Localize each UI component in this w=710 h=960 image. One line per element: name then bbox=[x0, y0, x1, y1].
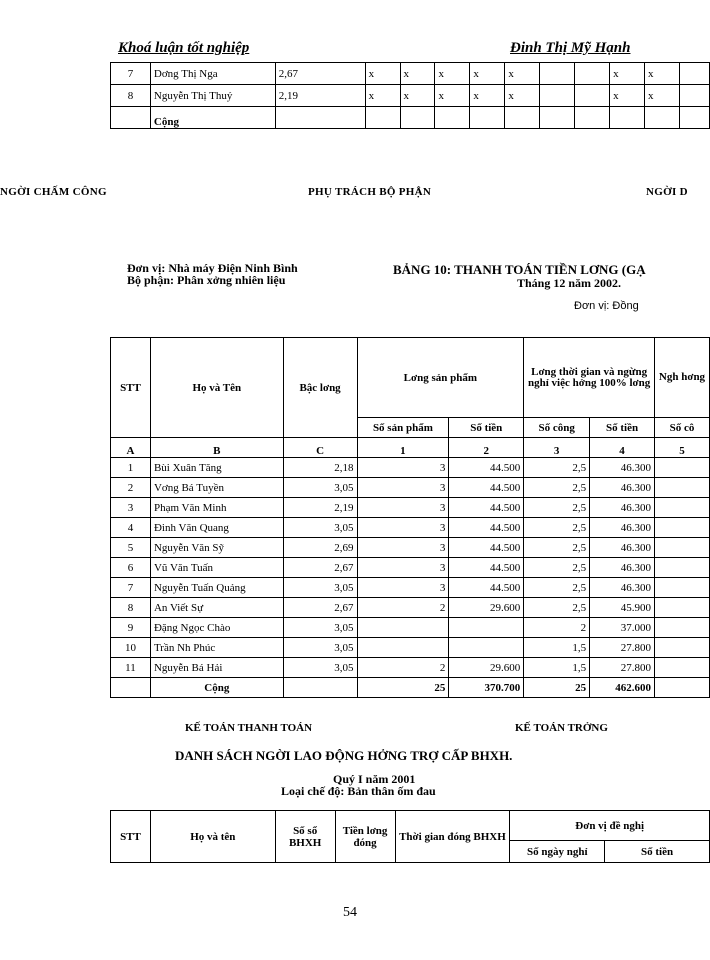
cell-days: 2,5 bbox=[524, 558, 590, 578]
cell-stt: 1 bbox=[111, 458, 151, 478]
col-code: 1 bbox=[357, 438, 449, 458]
row-name: Nguyễn Thị Thuý bbox=[150, 85, 275, 107]
cell-leave bbox=[655, 478, 710, 498]
table-row bbox=[111, 85, 710, 107]
row-mark: x bbox=[435, 85, 470, 107]
cell-stt: 4 bbox=[111, 518, 151, 538]
table-row bbox=[111, 498, 710, 518]
cell-leave bbox=[655, 618, 710, 638]
signature-chief-accountant: KẾ TOÁN TRỞNG bbox=[515, 722, 608, 734]
cell-stt: 3 bbox=[111, 498, 151, 518]
cell-stt: 9 bbox=[111, 618, 151, 638]
cell-days: 2,5 bbox=[524, 458, 590, 478]
row-stt: 8 bbox=[111, 85, 151, 107]
total-cell bbox=[111, 107, 151, 129]
col-grade: Bậc lơng bbox=[283, 338, 357, 438]
col-stt: STT bbox=[111, 338, 151, 438]
cell-grade: 3,05 bbox=[283, 478, 357, 498]
cell-amt2: 37.000 bbox=[590, 618, 655, 638]
cell-leave bbox=[655, 658, 710, 678]
cell-name: Phạm Văn Minh bbox=[150, 498, 283, 518]
cell-stt: 2 bbox=[111, 478, 151, 498]
col-amount: Số tiền bbox=[605, 841, 710, 863]
cell-days: 2 bbox=[524, 618, 590, 638]
cell-amt2: 27.800 bbox=[590, 658, 655, 678]
cell-days: 1,5 bbox=[524, 638, 590, 658]
cell-stt: 11 bbox=[111, 658, 151, 678]
table-row bbox=[111, 63, 710, 85]
cell-amt: 44.500 bbox=[449, 558, 524, 578]
cell-amt: 44.500 bbox=[449, 478, 524, 498]
row-mark: x bbox=[645, 63, 680, 85]
row-mark: x bbox=[610, 85, 645, 107]
cell-leave bbox=[655, 538, 710, 558]
row-extra bbox=[679, 63, 709, 85]
cell-amt2: 46.300 bbox=[590, 578, 655, 598]
cell-amt: 44.500 bbox=[449, 518, 524, 538]
row-grade: 2,67 bbox=[275, 63, 365, 85]
payroll-table bbox=[110, 337, 710, 698]
cell-leave bbox=[655, 578, 710, 598]
total-empty bbox=[655, 678, 710, 698]
cell-qty bbox=[357, 618, 449, 638]
cell-leave bbox=[655, 598, 710, 618]
total-cell bbox=[575, 107, 610, 129]
cell-name: Trần Nh Phúc bbox=[150, 638, 283, 658]
cell-grade: 2,67 bbox=[283, 598, 357, 618]
cell-qty: 3 bbox=[357, 538, 449, 558]
cell-leave bbox=[655, 498, 710, 518]
cell-amt: 44.500 bbox=[449, 538, 524, 558]
col-leave: Ngh hơng bbox=[655, 338, 710, 418]
col-unit-proposal: Đơn vị đề nghị bbox=[510, 811, 710, 841]
col-product-pay: Lơng sản phẩm bbox=[357, 338, 524, 418]
cell-amt2: 46.300 bbox=[590, 558, 655, 578]
cell-amt: 44.500 bbox=[449, 458, 524, 478]
cell-grade: 2,69 bbox=[283, 538, 357, 558]
total-cell bbox=[540, 107, 575, 129]
signature-accountant: KẾ TOÁN THANH TOÁN bbox=[185, 722, 313, 734]
total-row bbox=[111, 678, 710, 698]
col-code: A bbox=[111, 438, 151, 458]
cell-days: 2,5 bbox=[524, 478, 590, 498]
total-cell bbox=[435, 107, 470, 129]
header-author: Đinh Thị Mỹ Hạnh bbox=[510, 40, 631, 56]
list-type: Loại chế độ: Bản thân ốm đau bbox=[281, 784, 436, 798]
col-code: 2 bbox=[449, 438, 524, 458]
bhxh-table bbox=[110, 810, 710, 863]
cell-leave bbox=[655, 518, 710, 538]
total-amt2: 462.600 bbox=[590, 678, 655, 698]
cell-amt: 44.500 bbox=[449, 498, 524, 518]
cell-qty: 3 bbox=[357, 518, 449, 538]
row-extra bbox=[679, 85, 709, 107]
col-time-pay: Lơng thời gian và ngừng nghỉ việc hởng 100% lơng bbox=[524, 338, 655, 418]
total-cell bbox=[365, 107, 400, 129]
header-thesis-title: Khoá luận tốt nghiệp bbox=[118, 40, 250, 56]
table-row bbox=[111, 578, 710, 598]
cell-amt2: 46.300 bbox=[590, 478, 655, 498]
attendance-table bbox=[110, 62, 710, 129]
list-title: DANH SÁCH NGỜI LAO ĐỘNG HỞNG TRỢ CẤP BHXH. bbox=[175, 748, 513, 763]
col-amount2: Số tiền bbox=[590, 418, 655, 438]
total-cell bbox=[610, 107, 645, 129]
cell-amt: 29.600 bbox=[449, 598, 524, 618]
cell-days: 2,5 bbox=[524, 518, 590, 538]
cell-days: 1,5 bbox=[524, 658, 590, 678]
cell-days: 2,5 bbox=[524, 538, 590, 558]
cell-stt: 8 bbox=[111, 598, 151, 618]
cell-qty: 3 bbox=[357, 578, 449, 598]
total-empty bbox=[111, 678, 151, 698]
table-row bbox=[111, 658, 710, 678]
cell-name: Đặng Ngọc Chào bbox=[150, 618, 283, 638]
col-days: Số công bbox=[524, 418, 590, 438]
col-qty: Số sản phẩm bbox=[357, 418, 449, 438]
cell-grade: 3,05 bbox=[283, 618, 357, 638]
cell-leave bbox=[655, 558, 710, 578]
cell-grade: 3,05 bbox=[283, 658, 357, 678]
col-code: 3 bbox=[524, 438, 590, 458]
cell-amt: 29.600 bbox=[449, 658, 524, 678]
cell-name: Bùi Xuân Tăng bbox=[150, 458, 283, 478]
cell-amt: 44.500 bbox=[449, 578, 524, 598]
cell-leave bbox=[655, 458, 710, 478]
total-empty bbox=[283, 678, 357, 698]
col-period: Thời gian đóng BHXH bbox=[395, 811, 510, 863]
cell-qty bbox=[357, 638, 449, 658]
table-row bbox=[111, 478, 710, 498]
signature-right: NGỜI D bbox=[646, 186, 688, 198]
row-mark: x bbox=[365, 85, 400, 107]
cell-stt: 10 bbox=[111, 638, 151, 658]
cell-stt: 6 bbox=[111, 558, 151, 578]
row-grade: 2,19 bbox=[275, 85, 365, 107]
col-code: 5 bbox=[655, 438, 710, 458]
row-mark: x bbox=[435, 63, 470, 85]
cell-name: Nguyễn Bá Hải bbox=[150, 658, 283, 678]
row-mark: x bbox=[365, 63, 400, 85]
row-name: Dơng Thị Nga bbox=[150, 63, 275, 85]
total-cell bbox=[679, 107, 709, 129]
col-code: C bbox=[283, 438, 357, 458]
table-row bbox=[111, 538, 710, 558]
list-quarter: Quý I năm 2001 bbox=[333, 772, 416, 786]
cell-qty: 2 bbox=[357, 598, 449, 618]
cell-qty: 3 bbox=[357, 458, 449, 478]
col-days: Số ngày nghỉ bbox=[510, 841, 605, 863]
cell-name: Vũ Văn Tuấn bbox=[150, 558, 283, 578]
table-row bbox=[111, 598, 710, 618]
cell-amt2: 27.800 bbox=[590, 638, 655, 658]
col-name: Họ và tên bbox=[150, 811, 275, 863]
row-mark: x bbox=[610, 63, 645, 85]
total-cell bbox=[645, 107, 680, 129]
total-amt: 370.700 bbox=[449, 678, 524, 698]
cell-amt bbox=[449, 638, 524, 658]
unit-info bbox=[127, 262, 298, 286]
cell-qty: 3 bbox=[357, 558, 449, 578]
department-name: Bộ phận: Phân xởng nhiên liệu bbox=[127, 273, 286, 287]
col-code: B bbox=[150, 438, 283, 458]
col-stt: STT bbox=[111, 811, 151, 863]
col-amount: Số tiền bbox=[449, 418, 524, 438]
table-row bbox=[111, 618, 710, 638]
total-cell: Cộng bbox=[150, 107, 275, 129]
total-cell bbox=[400, 107, 435, 129]
cell-grade: 3,05 bbox=[283, 578, 357, 598]
row-mark bbox=[575, 85, 610, 107]
cell-qty: 3 bbox=[357, 498, 449, 518]
cell-name: An Viết Sự bbox=[150, 598, 283, 618]
cell-days: 2,5 bbox=[524, 598, 590, 618]
payroll-title: BẢNG 10: THANH TOÁN TIỀN LƠNG (GẠ bbox=[393, 262, 646, 277]
cell-name: Nguyễn Tuấn Quảng bbox=[150, 578, 283, 598]
table-row bbox=[111, 638, 710, 658]
total-cell bbox=[470, 107, 505, 129]
cell-stt: 7 bbox=[111, 578, 151, 598]
col-name: Họ và Tên bbox=[150, 338, 283, 438]
col-salary: Tiền lơng đóng bbox=[335, 811, 395, 863]
row-mark: x bbox=[470, 85, 505, 107]
total-row bbox=[111, 107, 710, 129]
total-cell bbox=[275, 107, 365, 129]
total-cell bbox=[505, 107, 540, 129]
col-days2: Số cô bbox=[655, 418, 710, 438]
cell-amt2: 46.300 bbox=[590, 458, 655, 478]
cell-leave bbox=[655, 638, 710, 658]
row-mark: x bbox=[505, 85, 540, 107]
currency-unit: Đơn vị: Đồng bbox=[574, 300, 639, 312]
row-mark bbox=[540, 63, 575, 85]
cell-name: Đinh Văn Quang bbox=[150, 518, 283, 538]
cell-amt2: 46.300 bbox=[590, 498, 655, 518]
row-mark: x bbox=[470, 63, 505, 85]
row-mark: x bbox=[400, 85, 435, 107]
cell-stt: 5 bbox=[111, 538, 151, 558]
row-stt: 7 bbox=[111, 63, 151, 85]
row-mark bbox=[575, 63, 610, 85]
row-mark: x bbox=[645, 85, 680, 107]
cell-grade: 2,19 bbox=[283, 498, 357, 518]
cell-amt2: 46.300 bbox=[590, 538, 655, 558]
cell-days: 2,5 bbox=[524, 498, 590, 518]
unit-name: Đơn vị: Nhà máy Điện Ninh Bình bbox=[127, 261, 298, 275]
cell-qty: 2 bbox=[357, 658, 449, 678]
total-days: 25 bbox=[524, 678, 590, 698]
signature-timekeeper: NGỜI CHẤM CÔNG bbox=[0, 186, 107, 198]
col-code: 4 bbox=[590, 438, 655, 458]
cell-grade: 3,05 bbox=[283, 518, 357, 538]
cell-name: Nguyễn Văn Sỹ bbox=[150, 538, 283, 558]
cell-grade: 2,18 bbox=[283, 458, 357, 478]
page-number: 54 bbox=[343, 905, 357, 920]
table-row bbox=[111, 518, 710, 538]
cell-amt2: 46.300 bbox=[590, 518, 655, 538]
total-label: Cộng bbox=[150, 678, 283, 698]
payroll-month: Tháng 12 năm 2002. bbox=[517, 276, 622, 290]
total-qty: 25 bbox=[357, 678, 449, 698]
table-row bbox=[111, 458, 710, 478]
cell-grade: 3,05 bbox=[283, 638, 357, 658]
row-mark: x bbox=[505, 63, 540, 85]
signature-dept-head: PHỤ TRÁCH BỘ PHẬN bbox=[308, 186, 432, 198]
cell-grade: 2,67 bbox=[283, 558, 357, 578]
cell-days: 2,5 bbox=[524, 578, 590, 598]
row-mark: x bbox=[400, 63, 435, 85]
col-book: Số sổ BHXH bbox=[275, 811, 335, 863]
row-mark bbox=[540, 85, 575, 107]
table-row bbox=[111, 558, 710, 578]
cell-amt bbox=[449, 618, 524, 638]
cell-qty: 3 bbox=[357, 478, 449, 498]
cell-name: Vơng Bá Tuyền bbox=[150, 478, 283, 498]
cell-amt2: 45.900 bbox=[590, 598, 655, 618]
